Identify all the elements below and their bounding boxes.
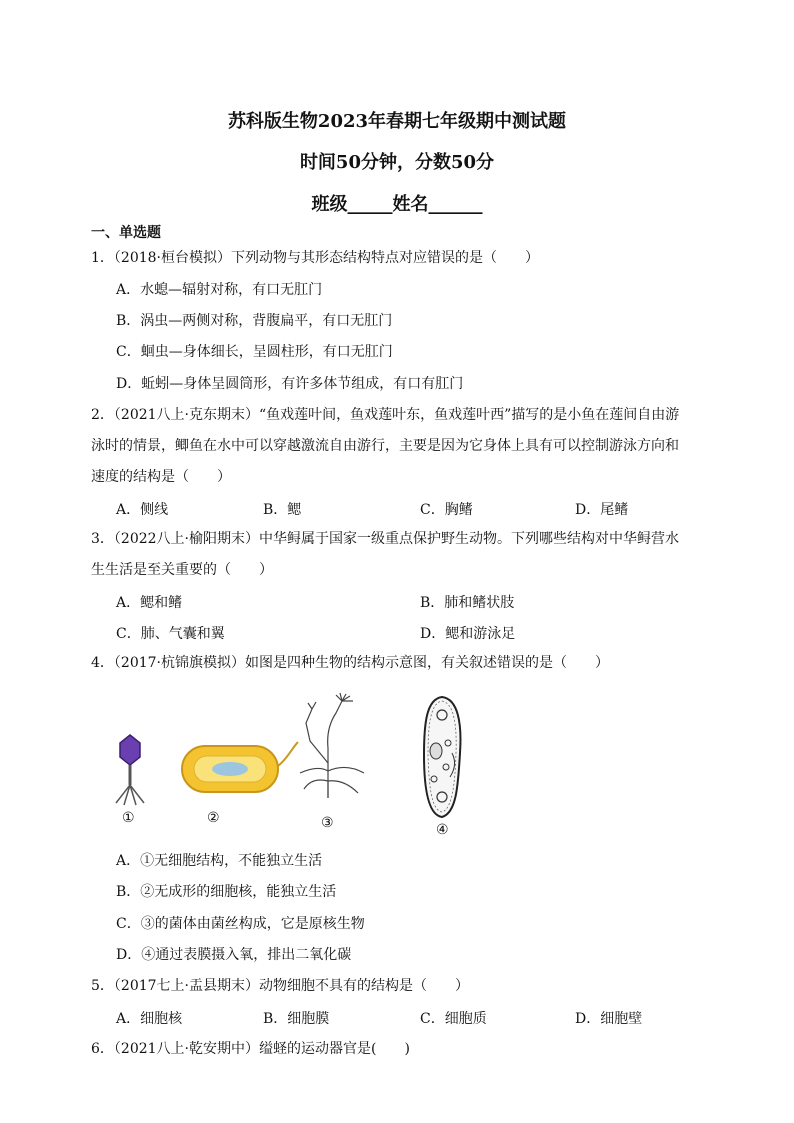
class-name-line: 班级_____姓名______: [311, 194, 483, 215]
figure-label-3: ③: [321, 815, 334, 831]
question-2-option-b: B．鳃: [263, 502, 302, 518]
mold-fungus-image: [298, 693, 368, 801]
exam-title: 苏科版生物2023年春期七年级期中测试题: [227, 111, 567, 132]
question-4-option-c: C．③的菌体由菌丝构成，它是原核生物: [116, 916, 365, 932]
question-5-option-b: B．细胞膜: [263, 1011, 330, 1027]
question-2-stem-line-3: 速度的结构是（ ）: [91, 469, 231, 485]
question-1-option-c: C．蛔虫—身体细长，呈圆柱形，有口无肛门: [116, 344, 393, 360]
question-2-option-c: C．胸鳍: [420, 502, 473, 518]
question-3-option-c: C．肺、气囊和翼: [116, 626, 225, 642]
figure-label-1: ①: [122, 810, 135, 826]
question-3-option-a: A．鳃和鳍: [116, 595, 183, 611]
question-5-option-c: C．细胞质: [420, 1011, 487, 1027]
question-5-stem: 5．（2017七上·盂县期末）动物细胞不具有的结构是（ ）: [91, 978, 469, 994]
question-2-option-a: A．侧线: [116, 502, 169, 518]
question-3-option-d: D．鳃和游泳足: [420, 626, 516, 642]
question-3-option-b: B．肺和鳍状肢: [420, 595, 515, 611]
question-1-stem: 1．（2018·桓台模拟）下列动物与其形态结构特点对应错误的是（ ）: [91, 250, 539, 266]
question-4-stem: 4．（2017·杭锦旗模拟）如图是四种生物的结构示意图，有关叙述错误的是（ ）: [91, 655, 609, 671]
question-4-option-d: D．④通过表膜摄入氧，排出二氧化碳: [116, 947, 352, 963]
figure-label-4: ④: [436, 822, 449, 838]
question-2-stem-line-2: 泳时的情景，鲫鱼在水中可以穿越激流自由游行，主要是因为它身体上具有可以控制游泳方向和: [91, 438, 679, 454]
question-1-option-b: B．涡虫—两侧对称，背腹扁平，有口无肛门: [116, 313, 393, 329]
question-4-option-b: B．②无成形的细胞核，能独立生活: [116, 884, 337, 900]
question-2-option-d: D．尾鳍: [575, 502, 629, 518]
question-2-stem-line-1: 2．（2021八上·克东期末）“鱼戏莲叶间，鱼戏莲叶东，鱼戏莲叶西”描写的是小鱼在莲间自由游: [91, 407, 680, 423]
question-5-option-d: D．细胞壁: [575, 1011, 643, 1027]
question-4-option-a: A．①无细胞结构，不能独立生活: [116, 853, 323, 869]
question-1-option-a: A．水螅—辐射对称，有口无肛门: [116, 282, 323, 298]
section-title: 一、单选题: [91, 225, 161, 241]
question-1-option-d: D．蚯蚓—身体呈圆筒形，有许多体节组成，有口有肛门: [116, 376, 464, 392]
question-5-option-a: A．细胞核: [116, 1011, 183, 1027]
question-3-stem-line-1: 3．（2022八上·榆阳期末）中华鲟属于国家一级重点保护野生动物。下列哪些结构对中华鲟营水: [91, 531, 679, 547]
question-3-stem-line-2: 生生活是至关重要的（ ）: [91, 562, 273, 578]
time-score: 时间50分钟，分数50分: [299, 152, 495, 173]
paramecium-image: [418, 693, 466, 821]
figure-label-2: ②: [207, 810, 220, 826]
question-6-stem: 6．（2021八上·乾安期中）缢蛏的运动器官是( ): [91, 1041, 410, 1057]
bacterium-image: [180, 738, 300, 798]
bacteriophage-image: [110, 733, 150, 808]
organism-figure: [100, 688, 500, 843]
